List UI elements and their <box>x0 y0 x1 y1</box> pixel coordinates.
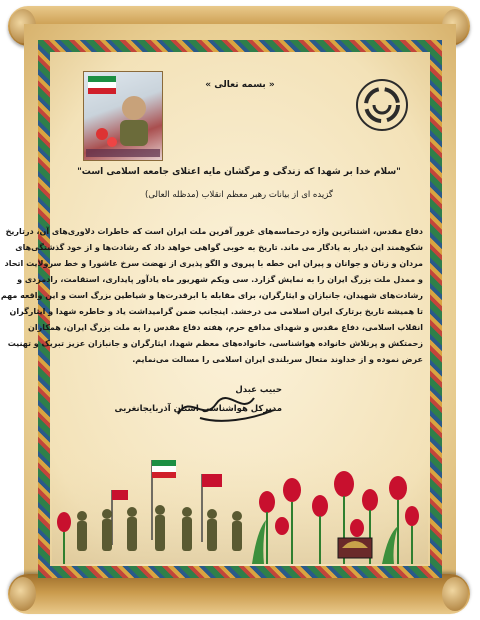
body-line: انقلاب اسلامی، دفاع مقدس و شهدای مدافع حرم، هفته دفاع مقدس را به ملت بزرگ ایران، همکاران <box>28 323 423 332</box>
signer-name: حبیب عبدل <box>235 385 282 395</box>
scroll-left-end <box>10 577 36 611</box>
soldiers-tulips-scene <box>52 450 428 564</box>
body-line: تا همیشه تاریخ برتارک ایران اسلامی می درخشد. اینجانب ضمن گرامیداشت یاد و خاطره شهدا و ایثارگران <box>9 307 423 316</box>
document-header: « بسمه تعالی » <box>205 80 275 90</box>
signer-title: مدیرکل هواشناسی استان آذربایجانغربی <box>114 404 282 414</box>
body-line: و ممدل ملت بزرگ ایران را به نمایش گزارد. سی ویکم شهریور ماه یادآور پایداری، استقامت، رادمردی و <box>17 275 423 284</box>
scroll-bottom-roll <box>8 574 470 614</box>
body-line: شکوهمند این دیار به یادگار می ماند. تاریخ به خوبی گواهی خواهد داد که رشادت‌ها و از خود گذشتگی‌های <box>15 243 423 252</box>
scroll-right-end <box>442 577 468 611</box>
body-line: عرض نموده و از خداوند متعال سربلندی ایران اسلامی را مسالت می‌نمایم. <box>132 355 423 364</box>
body-line: دفاع مقدس، اشتناترین واژه درحماسه‌های غرور آفرین ملت ایران است که خاطرات دلاوری‌های آن، درتاریخ <box>5 227 423 236</box>
emblem-caption-band <box>86 149 160 157</box>
body-line: زحمتکش و پرتلاش خانواده هواشناسی، خانواده‌های معظم شهدا، ایثارگران و جانبازان عزیز تبریک و تهنیت <box>7 339 423 348</box>
body-line: مردان و زنان و جوانان و پیران این خطه با پیروی و الگو پذیری از نهضت سرخ عاشورا و خط سرولایت اتحاد <box>4 259 423 268</box>
quote-source: گزیده ای از بیانات رهبر معظم انقلاب (مدظله العالی) <box>145 190 333 200</box>
body-line: رشادت‌های شهیدان، جانبازان و ایثارگران، برای مقابله با ابرقدرت‌ها و شیاطین بزرگ است و این واقعه مهم <box>0 291 423 300</box>
quote-text: "سلام خدا بر شهدا که زندگی و مرگشان مایه اعتلای جامعه اسلامی است" <box>77 167 401 177</box>
